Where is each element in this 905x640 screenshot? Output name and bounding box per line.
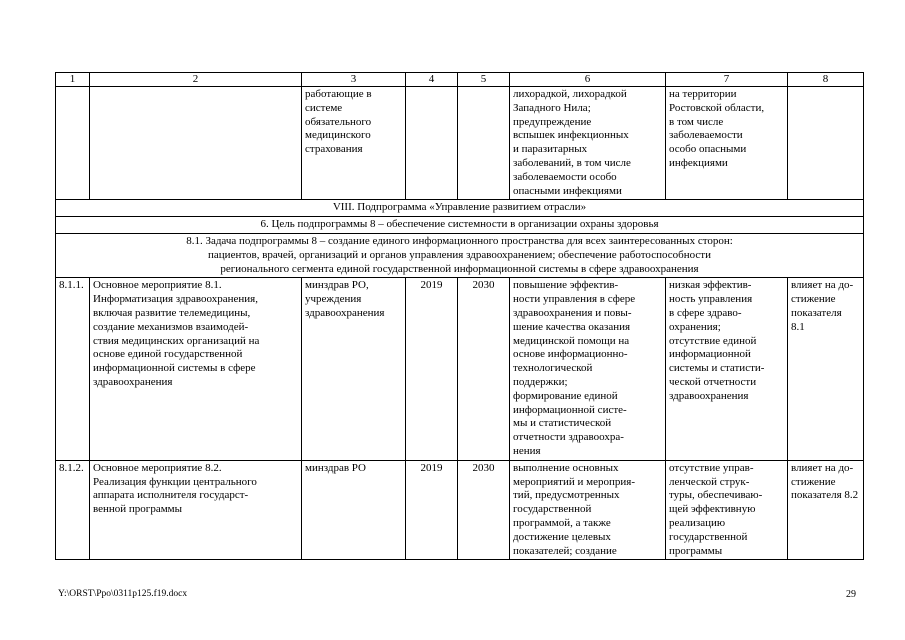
expected-result: выполнение основных мероприятий и мероприя- тий, предусмотренных государственной программой, а также достижение целевых показателей; создание <box>510 460 666 560</box>
indicator-link: влияет на до- стижение показателя 8.2 <box>788 460 864 560</box>
start-year: 2019 <box>406 460 458 560</box>
non-implementation-consequence: отсутствие управ- ленческой струк- туры, обеспечиваю- щей эффективную реализацию государственной программы <box>666 460 788 560</box>
cell-empty <box>56 87 90 200</box>
goal-row <box>56 217 864 234</box>
section-title-row <box>56 200 864 217</box>
table-row <box>56 460 864 560</box>
cell-executor-cont: работающие в системе обязательного медицинского страхования <box>302 87 406 200</box>
col-header-4: 4 <box>406 73 458 87</box>
task-text: 8.1. Задача подпрограммы 8 – создание единого информационного пространства для всех заинтересованных сторон: пациентов, врачей, организаций и органов управления здравоохранением; обеспечение работоспособности регионального сегмента единой государственной информационной системы в сфере здравоохранения <box>56 233 864 277</box>
continued-row <box>56 87 864 200</box>
cell-result-cont: лихорадкой, лихорадкой Западного Нила; предупреждение вспышек инфекционных и паразитарных заболеваний, в том числе заболеваемости особо опасными инфекциями <box>510 87 666 200</box>
start-year: 2019 <box>406 278 458 460</box>
program-table <box>55 72 864 560</box>
col-header-5: 5 <box>458 73 510 87</box>
task-row <box>56 233 864 277</box>
executor: минздрав РО, учреждения здравоохранения <box>302 278 406 460</box>
col-header-1: 1 <box>56 73 90 87</box>
column-number-row <box>56 73 864 87</box>
end-year: 2030 <box>458 278 510 460</box>
measure-name: Основное мероприятие 8.1. Информатизация здравоохранения, включая развитие телемедицины, создание механизмов взаимодей- ствия медицинских организаций на основе единой государственной информационной системы в сфере здравоохранения <box>90 278 302 460</box>
cell-empty <box>458 87 510 200</box>
end-year: 2030 <box>458 460 510 560</box>
page-number: 29 <box>846 589 856 600</box>
col-header-7: 7 <box>666 73 788 87</box>
indicator-link: влияет на до- стижение показателя 8.1 <box>788 278 864 460</box>
cell-empty <box>90 87 302 200</box>
executor: минздрав РО <box>302 460 406 560</box>
section-title: VIII. Подпрограмма «Управление развитием отрасли» <box>56 200 864 217</box>
col-header-3: 3 <box>302 73 406 87</box>
row-number: 8.1.2. <box>56 460 90 560</box>
non-implementation-consequence: низкая эффектив- ность управления в сфере здраво- охранения; отсутствие единой информационной системы и статисти- ческой отчетности здравоохранения <box>666 278 788 460</box>
col-header-6: 6 <box>510 73 666 87</box>
file-path: Y:\ORST\Ppo\0311p125.f19.docx <box>58 589 188 599</box>
cell-empty <box>788 87 864 200</box>
col-header-8: 8 <box>788 73 864 87</box>
goal-text: 6. Цель подпрограммы 8 – обеспечение системности в организации охраны здоровья <box>56 217 864 234</box>
col-header-2: 2 <box>90 73 302 87</box>
measure-name: Основное мероприятие 8.2. Реализация функции центрального аппарата исполнителя государст- венной программы <box>90 460 302 560</box>
expected-result: повышение эффектив- ности управления в сфере здравоохранения и повы- шение качества оказания медицинской помощи на основе информационно- технологической поддержки; формирование единой информационной систе- мы и статистической отчетности здравоохра- нения <box>510 278 666 460</box>
cell-consequence-cont: на территории Ростовской области, в том числе заболеваемости особо опасными инфекциями <box>666 87 788 200</box>
row-number: 8.1.1. <box>56 278 90 460</box>
table-row <box>56 278 864 460</box>
cell-empty <box>406 87 458 200</box>
